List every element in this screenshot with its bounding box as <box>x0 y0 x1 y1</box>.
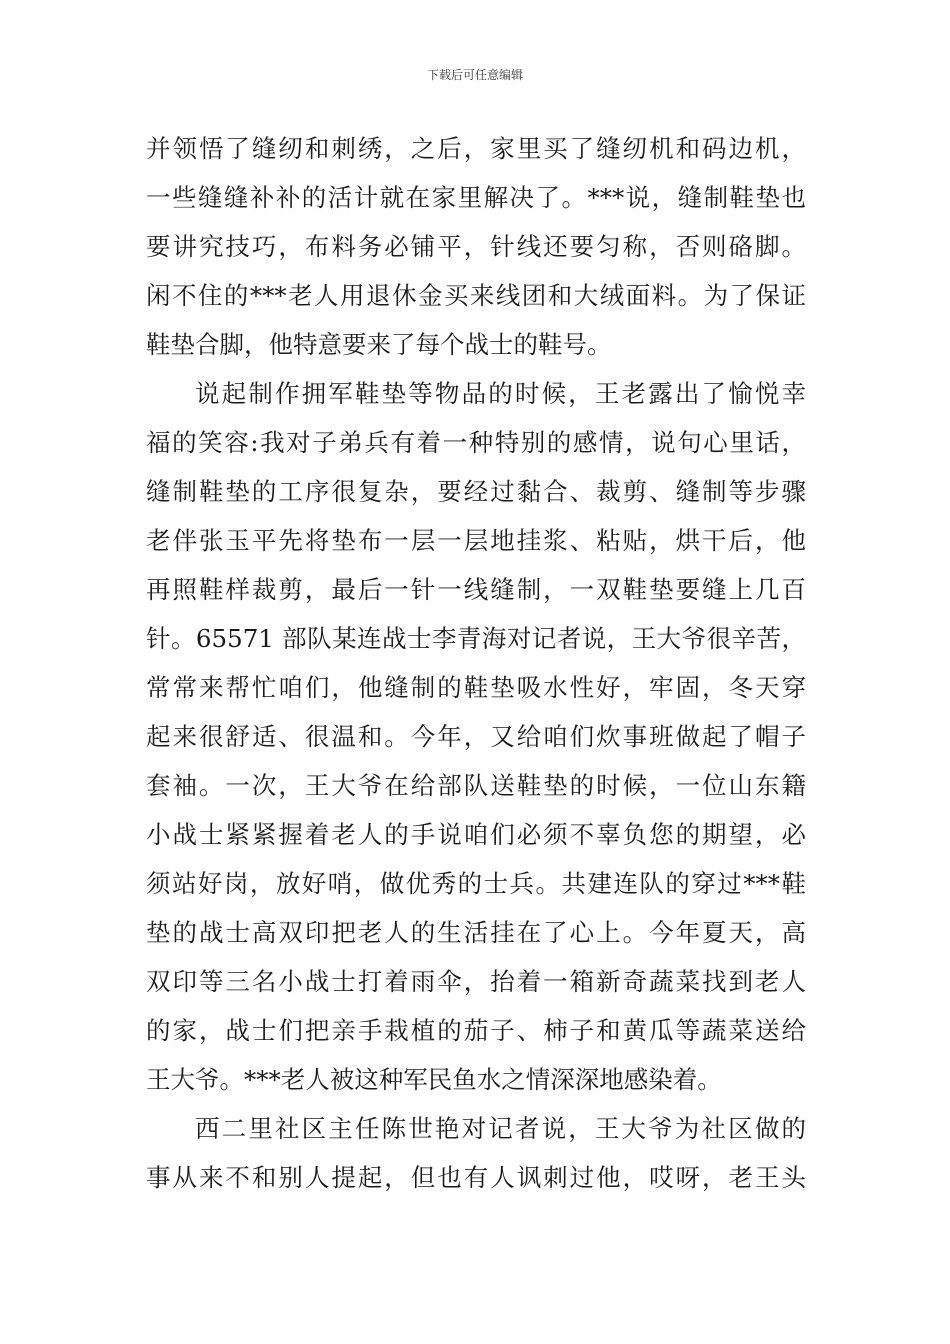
text-line: 小战士紧紧握着老人的手说咱们必须不辜负您的期望，必 <box>146 820 806 849</box>
text-line: 缝制鞋垫的工序很复杂，要经过黏合、裁剪、缝制等步骤 <box>146 477 806 506</box>
text-line: 再照鞋样裁剪，最后一针一线缝制，一双鞋垫要缝上几百 <box>146 575 806 604</box>
text-line: 要讲究技巧，布料务必铺平，针线还要匀称，否则硌脚。 <box>146 232 806 261</box>
text-line: 套袖。一次，王大爷在给部队送鞋垫的时候，一位山东籍 <box>146 771 806 800</box>
text-line: 须站好岗，放好哨，做优秀的士兵。共建连队的穿过***鞋 <box>146 869 806 898</box>
text-line: 的家，战士们把亲手栽植的茄子、柿子和黄瓜等蔬菜送给 <box>146 1016 806 1045</box>
text-line: 常常来帮忙咱们，他缝制的鞋垫吸水性好，牢固，冬天穿 <box>146 673 806 702</box>
text-line: 说起制作拥军鞋垫等物品的时候，王老露出了愉悦幸 <box>195 379 806 408</box>
text-line: 福的笑容:我对子弟兵有着一种特别的感情，说句心里话， <box>146 428 806 457</box>
text-line: 闲不住的***老人用退休金买来线团和大绒面料。为了保证 <box>146 281 806 310</box>
page-header: 下载后可任意编辑 <box>426 68 523 82</box>
text-line: 事从来不和别人提起，但也有人讽刺过他，哎呀，老王头 <box>146 1163 806 1192</box>
paragraph <box>146 369 806 1104</box>
text-line: 起来很舒适、很温和。今年，又给咱们炊事班做起了帽子 <box>146 722 806 751</box>
document-body <box>146 124 806 1202</box>
text-line: 鞋垫合脚，他特意要来了每个战士的鞋号。 <box>146 330 612 359</box>
text-line: 并领悟了缝纫和刺绣，之后，家里买了缝纫机和码边机， <box>146 134 806 163</box>
text-line: 针。65571 部队某连战士李青海对记者说，王大爷很辛苦， <box>146 624 806 653</box>
text-line: 双印等三名小战士打着雨伞，抬着一箱新奇蔬菜找到老人 <box>146 967 806 996</box>
text-line: 一些缝缝补补的活计就在家里解决了。***说，缝制鞋垫也 <box>146 183 806 212</box>
paragraph <box>146 1104 806 1202</box>
text-line: 王大爷。***老人被这种军民鱼水之情深深地感染着。 <box>146 1065 722 1094</box>
text-line: 老伴张玉平先将垫布一层一层地挂浆、粘贴，烘干后，他 <box>146 526 806 555</box>
text-line: 西二里社区主任陈世艳对记者说，王大爷为社区做的 <box>195 1114 806 1143</box>
paragraph <box>146 124 806 369</box>
text-line: 垫的战士高双印把老人的生活挂在了心上。今年夏天，高 <box>146 918 806 947</box>
